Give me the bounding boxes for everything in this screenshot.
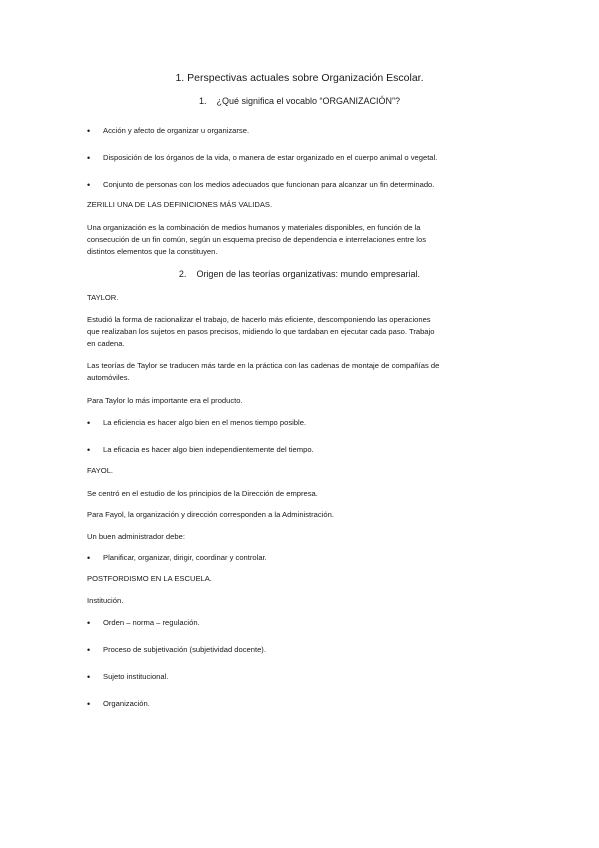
list-item-text: Acción y afecto de organizar u organizarse. (103, 126, 250, 135)
section-number: 2. (178, 269, 187, 279)
list-item-text: Planificar, organizar, dirigir, coordinar y controlar. (103, 553, 267, 562)
fayol-paragraph-2: Para Fayol, la organización y dirección corresponden a la Administración. (87, 510, 334, 519)
question-number: 1. (198, 96, 207, 106)
list-item-text: Organización. (103, 699, 150, 708)
fayol-heading: FAYOL. (87, 466, 114, 475)
paragraph-line: en cadena. (87, 339, 125, 348)
bullet-icon: • (87, 180, 91, 190)
paragraph-line: Las teorías de Taylor se traducen más tarde en la práctica con las cadenas de montaje de compañías de (87, 361, 440, 370)
postfordismo-heading: POSTFORDISMO EN LA ESCUELA. (87, 574, 212, 583)
document-title: 1. Perspectivas actuales sobre Organización Escolar. (175, 72, 424, 84)
bullet-icon: • (87, 699, 91, 709)
bullet-icon: • (87, 618, 91, 628)
bullet-icon: • (87, 153, 91, 163)
paragraph-line: automóviles. (87, 373, 130, 382)
list-item-text: La eficiencia es hacer algo bien en el menos tiempo posible. (103, 418, 307, 427)
paragraph-line: consecución de un fin común, según un esquema preciso de dependencia e interrelaciones entre los (87, 235, 426, 244)
fayol-paragraph-3: Un buen administrador debe: (87, 532, 185, 541)
bullet-icon: • (87, 672, 91, 682)
list-item-text: La eficacia es hacer algo bien independientemente del tiempo. (103, 445, 314, 454)
list-item-text: Proceso de subjetivación (subjetividad docente). (103, 645, 266, 654)
bullet-icon: • (87, 418, 91, 428)
list-item-text: Sujeto institucional. (103, 672, 169, 681)
institucion-heading: Institución. (87, 596, 124, 605)
bullet-icon: • (87, 126, 91, 136)
paragraph-line: que realizaban los sujetos en pasos precisos, midiendo lo que tardaban en ejecutar cada paso. Trabajo (87, 327, 435, 336)
fayol-paragraph-1: Se centró en el estudio de los principios de la Dirección de empresa. (87, 489, 318, 498)
list-item-text: Disposición de los órganos de la vida, o manera de estar organizado en el cuerpo animal o vegetal. (103, 153, 438, 162)
bullet-icon: • (87, 645, 91, 655)
taylor-heading: TAYLOR. (87, 293, 119, 302)
bullet-icon: • (87, 553, 91, 563)
bullet-icon: • (87, 445, 91, 455)
list-item-text: Conjunto de personas con los medios adecuados que funcionan para alcanzar un fin determinado. (103, 180, 435, 189)
question-text: ¿Qué significa el vocablo “ORGANIZACIÓN”? (216, 96, 401, 106)
taylor-paragraph-2 (87, 360, 507, 384)
section2-heading (0, 269, 599, 279)
paragraph-line: Una organización es la combinación de medios humanos y materiales disponibles, en función de la (87, 223, 421, 232)
paragraph-line: distintos elementos que la constituyen. (87, 247, 218, 256)
list-item-text: Orden – norma – regulación. (103, 618, 200, 627)
zerilli-heading: ZERILLI UNA DE LAS DEFINICIONES MÁS VALIDAS. (87, 200, 273, 209)
taylor-paragraph (87, 314, 507, 350)
section-text: Origen de las teorías organizativas: mundo empresarial. (196, 269, 421, 279)
paragraph-line: Estudió la forma de racionalizar el trabajo, de hacerlo más eficiente, descomponiendo las operaciones (87, 315, 431, 324)
zerilli-paragraph (87, 222, 507, 258)
question-heading (0, 96, 599, 106)
taylor-paragraph-3: Para Taylor lo más importante era el producto. (87, 396, 243, 405)
